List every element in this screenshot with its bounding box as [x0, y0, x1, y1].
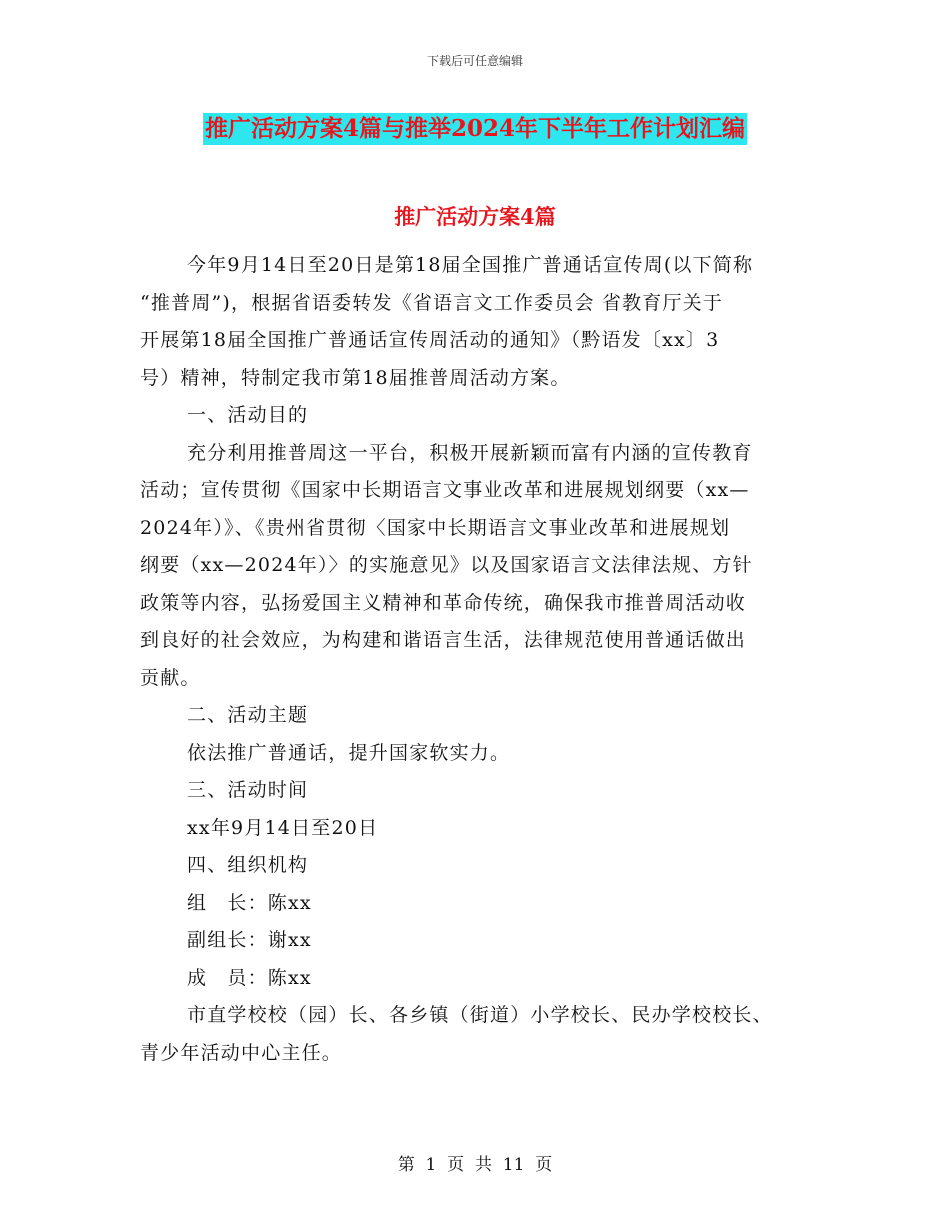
paragraph-line: 青少年活动中心主任。 [140, 1041, 343, 1064]
page-number: 第 1 页 共 11 页 [397, 1155, 553, 1175]
paragraph-line: 充分利用推普周这一平台，积极开展新颖而富有内涵的宣传教育 [187, 441, 753, 464]
paragraph-line: 依法推广普通话，提升国家软实力。 [187, 741, 511, 764]
paragraph-line: “推普周”)，根据省语委转发《省语言文工作委员会 省教育厅关于 [140, 291, 724, 314]
paragraph-line: 市直学校校（园）长、各乡镇（街道）小学校长、民办学校校长、 [187, 1004, 773, 1026]
heading-activity-theme: 二、活动主题 [187, 704, 309, 726]
page-header-note: 下载后可任意编辑 [426, 54, 523, 68]
body-text [140, 247, 812, 1072]
heading-organization: 四、组织机构 [187, 854, 309, 876]
paragraph-line: 开展第18届全国推广普通话宣传周活动的通知》（黔语发〔xx〕3 [140, 329, 720, 351]
paragraph-line: xx年9月14日至20日 [187, 816, 379, 839]
section-title: 推广活动方案4篇 [394, 204, 556, 229]
org-leader: 组 长：陈xx [187, 891, 312, 914]
heading-activity-time: 三、活动时间 [187, 779, 309, 801]
org-deputy-leader: 副组长：谢xx [187, 929, 312, 951]
paragraph-line: 纲要（xx—2024年）〉的实施意见》以及国家语言文法律法规、方针 [140, 554, 753, 576]
document-title [0, 113, 950, 146]
paragraph-line: 到良好的社会效应，为构建和谐语言生活，法律规范使用普通话做出 [140, 629, 747, 651]
paragraph-line: 2024年）》、《贵州省贯彻〈国家中长期语言文事业改革和进展规划 [140, 516, 731, 539]
heading-activity-purpose: 一、活动目的 [187, 404, 309, 426]
org-members: 成 员：陈xx [187, 966, 312, 989]
paragraph-line: 活动；宣传贯彻《国家中长期语言文事业改革和进展规划纲要（xx— [140, 479, 750, 501]
paragraph-line: 政策等内容，弘扬爱国主义精神和革命传统，确保我市推普周活动收 [140, 591, 747, 614]
document-title-text: 推广活动方案4篇与推举2024年下半年工作计划汇编 [203, 113, 747, 145]
paragraph-line: 号）精神，特制定我市第18届推普周活动方案。 [140, 366, 571, 389]
paragraph-line: 今年9月14日至20日是第18届全国推广普通话宣传周(以下简称 [187, 254, 754, 276]
paragraph-line: 贡献。 [140, 666, 201, 689]
